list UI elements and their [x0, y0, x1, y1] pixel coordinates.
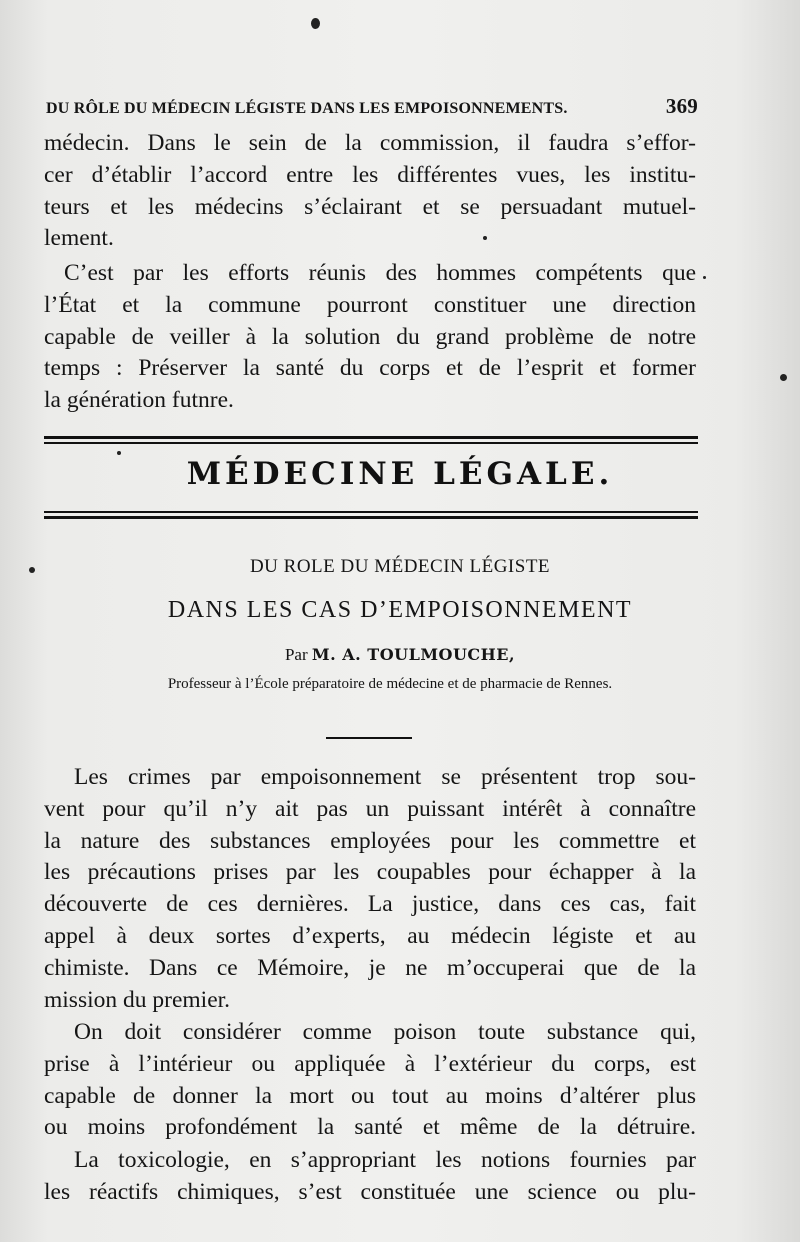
author-affiliation: Professeur à l’École préparatoire de médecine et de pharmacie de Rennes. [167, 676, 613, 692]
article-paragraph [44, 1145, 696, 1209]
text-line: capable de donner la mort ou tout au moins d’altérer plus [44, 1082, 696, 1109]
article-byline [0, 645, 800, 665]
section-rule-top [44, 436, 698, 444]
rule-line [44, 516, 698, 519]
rule-line [44, 442, 698, 444]
ink-speck [780, 374, 787, 381]
text-line: teurs et les médecins s’éclairant et se persuadant mutuel- [44, 193, 696, 220]
intro-paragraph [44, 258, 696, 417]
text-line: Les crimes par empoisonnement se présentent trop sou- [74, 764, 696, 790]
text-line: découverte de ces dernières. La justice, dans ces cas, fait [44, 891, 696, 918]
text-line: cer d’établir l’accord entre les différentes vues, les institu- [44, 161, 696, 188]
section-rule-bottom [44, 511, 698, 519]
text-line: C’est par les efforts réunis des hommes compétents que [64, 260, 696, 286]
article-title-line2: DANS LES CAS D’EMPOISONNEMENT [167, 597, 633, 623]
running-header [46, 94, 698, 119]
section-title: MÉDECINE LÉGALE. [186, 456, 614, 492]
text-line: La toxicologie, en s’appropriant les notions fournies par [74, 1147, 696, 1173]
text-line: temps : Préserver la santé du corps et de l’esprit et former [44, 355, 696, 382]
running-header-title: DU RÔLE DU MÉDECIN LÉGISTE DANS LES EMPOISONNEMENTS. [46, 100, 568, 117]
text-line: vent pour qu’il n’y ait pas un puissant intérêt à connaître [44, 795, 696, 822]
byline-prefix: Par [284, 645, 308, 664]
ink-speck [311, 18, 320, 29]
text-line: la nature des substances employées pour les commettre et [44, 827, 696, 854]
text-line: mission du premier. [44, 986, 231, 1013]
text-line: ou moins profondément la santé et même de la détruire. [44, 1114, 696, 1141]
article-paragraph [44, 762, 696, 1016]
text-line: médecin. Dans le sein de la commission, il faudra s’effor- [44, 130, 696, 156]
text-line: les précautions prises par les coupables pour échapper à la [44, 859, 696, 886]
author-name: M. A. TOULMOUCHE, [311, 645, 516, 664]
text-line: les réactifs chimiques, s’est constituée une science ou plu- [44, 1178, 696, 1205]
text-line: l’État et la commune pourront constituer une direction [44, 291, 696, 318]
text-line: chimiste. Dans ce Mémoire, je ne m’occuperai que de la [44, 954, 696, 981]
text-line: appel à deux sortes d’experts, au médecin légiste et au [44, 922, 696, 949]
page-number: 369 [665, 94, 698, 118]
ink-speck [703, 276, 706, 279]
intro-paragraph [44, 128, 696, 255]
text-line: la génération futnre. [44, 387, 234, 414]
text-line: On doit considérer comme poison toute substance qui, [74, 1019, 696, 1045]
article-paragraph [44, 1017, 696, 1144]
text-line: lement. [44, 225, 114, 252]
text-line: prise à l’intérieur ou appliquée à l’extérieur du corps, est [44, 1050, 696, 1077]
separator-rule [326, 737, 412, 739]
text-line: capable de veiller à la solution du grand problème de notre [44, 323, 696, 350]
ink-speck [117, 451, 121, 455]
article-title-line1: DU ROLE DU MÉDECIN LÉGISTE [249, 556, 551, 577]
